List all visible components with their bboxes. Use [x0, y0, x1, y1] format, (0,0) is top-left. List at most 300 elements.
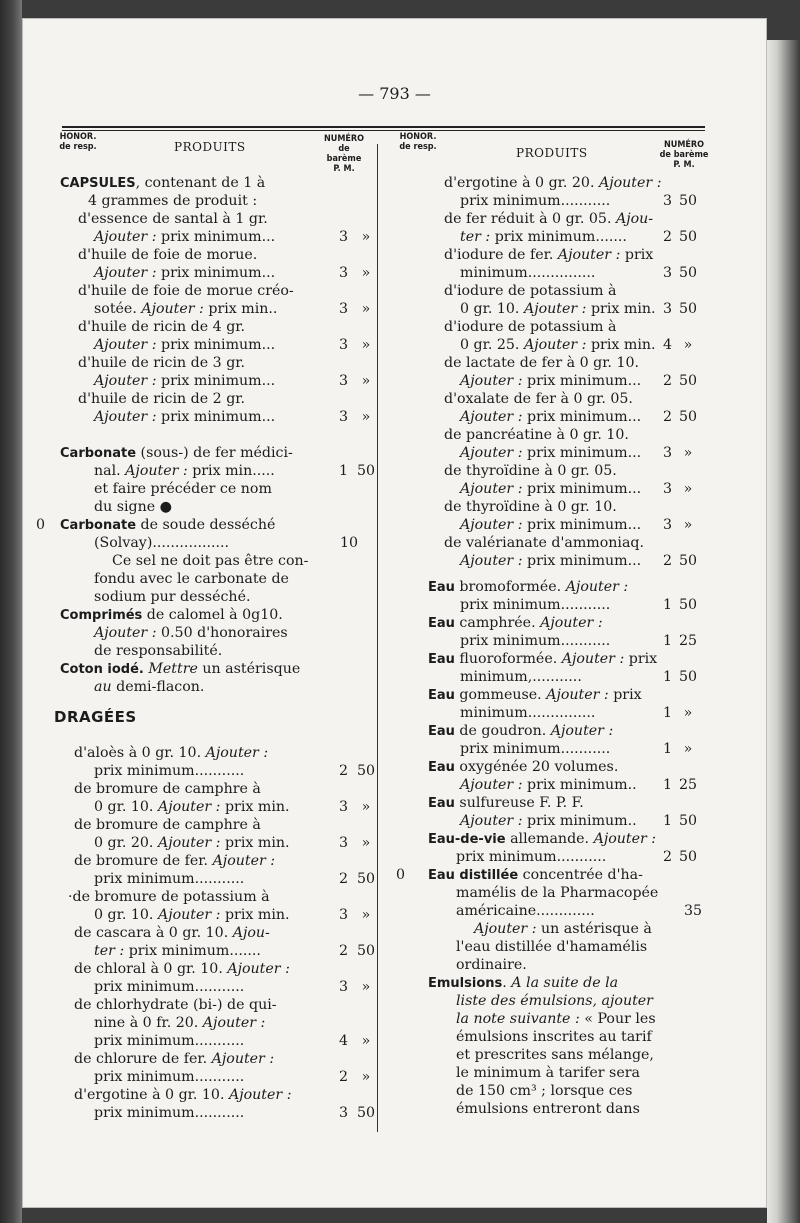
list-item: [400, 1082, 685, 1100]
list-item: [60, 624, 345, 642]
text: ordinaire.: [456, 957, 527, 973]
text: Ajouter :: [205, 745, 269, 761]
text: prix minimum: [94, 1069, 195, 1085]
amount-decimal: 50: [678, 813, 698, 829]
header-numero-text: NUMÉRO: [663, 140, 705, 150]
list-item: [60, 1050, 345, 1068]
list-item: Ajouter : prix minimum... 3 »: [60, 408, 345, 426]
text: prix minimum: [94, 979, 195, 995]
list-item: minimum,........... 1 50: [400, 668, 685, 686]
list-item: prix minimum........... 1 50: [400, 596, 685, 614]
text: prix minimum: [527, 409, 628, 425]
list-item: [400, 614, 685, 632]
entry-title: Eau: [428, 724, 455, 739]
text: prix minimum: [94, 763, 195, 779]
amount-decimal: »: [683, 337, 693, 353]
list-item: [36, 516, 345, 534]
honor-mark: 0: [36, 517, 46, 533]
entry-title: Eau: [428, 688, 455, 703]
amount: 3: [338, 265, 348, 281]
list-item: américaine............. 35: [456, 903, 702, 919]
text: Ajouter :: [94, 337, 157, 353]
text: la note suivante :: [456, 1011, 580, 1027]
text: oxygénée 20 volumes.: [454, 759, 619, 775]
header-produits-left: PRODUITS: [174, 140, 246, 154]
amount: 3: [338, 979, 348, 995]
text: Ajouter :: [227, 961, 290, 977]
amount-decimal: 50: [356, 463, 376, 479]
amount: 1: [662, 813, 672, 829]
right-column: [396, 174, 702, 1118]
list-item: [60, 606, 345, 624]
list-item: [400, 534, 685, 552]
text: prix minimum: [460, 633, 561, 649]
text: d'ergotine à 0 gr. 20.: [444, 175, 595, 191]
list-item: [60, 390, 345, 408]
text: Ajouter :: [460, 445, 523, 461]
text: d'huile de ricin de 2 gr.: [78, 391, 246, 407]
header-bareme-text: de barème: [659, 150, 709, 160]
list-item: [400, 884, 685, 902]
list-item: Ajouter : prix minimum... 3 »: [400, 480, 685, 498]
amount: 3: [338, 409, 348, 425]
list-item: Ajouter : prix minimum... 3 »: [60, 336, 345, 354]
header-honor-text: HONOR.: [399, 132, 437, 142]
list-item: [400, 1064, 685, 1082]
amount: 1: [662, 705, 672, 721]
amount-decimal: 50: [678, 553, 698, 569]
entry-title: Eau-de-vie: [428, 832, 506, 847]
amount-decimal: »: [683, 481, 693, 497]
entry-title: Eau distillée: [428, 868, 519, 883]
text: de bromure de camphre à: [74, 781, 261, 797]
amount: 3: [662, 517, 672, 533]
text: prix minimum: [161, 337, 262, 353]
list-item: prix minimum........... 2 50: [60, 870, 345, 888]
text: Ajouter :: [598, 175, 662, 191]
entry-title: Eau: [428, 580, 455, 595]
text: Ajouter :: [460, 777, 523, 793]
text: de fer réduit à 0 gr. 05.: [444, 211, 612, 227]
list-item: [400, 938, 685, 956]
text: ter :: [94, 943, 125, 959]
text: ·de bromure de potassium à: [68, 889, 270, 905]
header-pm-text: P. M.: [673, 160, 695, 170]
text: bromoformée.: [454, 579, 562, 595]
text: Ajouter :: [460, 409, 523, 425]
list-item: [400, 1010, 685, 1028]
list-item: [400, 300, 698, 318]
amount: 3: [662, 481, 672, 497]
text: sulfureuse F. P. F.: [454, 795, 584, 811]
list-item: Eau gommeuse. Ajouter : prix: [428, 687, 642, 703]
amount-decimal: 50: [678, 849, 698, 865]
amount-decimal: 25: [678, 633, 698, 649]
amount: 1: [662, 633, 672, 649]
text: sodium pur desséché.: [94, 589, 251, 605]
amount: 1: [662, 741, 672, 757]
text: Mettre: [148, 661, 198, 677]
text: de pancréatine à 0 gr. 10.: [444, 427, 629, 443]
text: Ajouter :: [157, 835, 221, 851]
list-item: minimum............... 3 50: [400, 264, 685, 282]
text: Ajouter :: [94, 373, 157, 389]
list-item: prix minimum........... 2 50: [60, 762, 345, 780]
list-item: [396, 866, 685, 884]
text: Ajouter :: [202, 1015, 266, 1031]
text: fluoroformée.: [454, 651, 558, 667]
list-item: Ajouter : prix minimum... 2 50: [400, 552, 685, 570]
text: minimum: [460, 265, 528, 281]
text: Ajouter :: [593, 831, 657, 847]
amount-decimal: 50: [678, 229, 698, 245]
amount: 2: [338, 763, 348, 779]
text: prix minimum: [161, 409, 262, 425]
list-item: prix minimum........... 1 25: [400, 632, 685, 650]
list-item: prix minimum........... 1 »: [400, 740, 685, 758]
list-item: [60, 498, 345, 516]
amount: 3: [338, 373, 348, 389]
amount: 2: [662, 553, 672, 569]
text: Ajouter :: [546, 687, 609, 703]
text: de goudron.: [454, 723, 547, 739]
amount: 1: [662, 597, 672, 613]
amount-decimal: »: [683, 705, 693, 721]
list-item: [400, 1046, 685, 1064]
text: (sous-) de fer médici-: [136, 445, 293, 461]
list-item: ter : prix minimum....... 2 50: [60, 942, 345, 960]
list-item: [60, 642, 345, 660]
list-item: [60, 924, 345, 942]
text: de valérianate d'ammoniaq.: [444, 535, 644, 551]
amount: 3: [662, 193, 672, 209]
amount: 3: [662, 445, 672, 461]
amount: 4: [338, 1033, 348, 1049]
header-rule-thin: [62, 130, 705, 131]
header-numero-left: [320, 134, 368, 174]
list-item: [60, 678, 345, 696]
text: d'iodure de potassium à: [444, 283, 617, 299]
amount-decimal: »: [361, 1033, 371, 1049]
list-item: [60, 570, 345, 588]
list-item: [400, 1100, 685, 1118]
list-item: prix minimum........... 3 50: [60, 1104, 345, 1122]
text: et faire précéder ce nom: [94, 481, 272, 497]
list-item: [400, 354, 685, 372]
list-item: [60, 816, 345, 834]
amount: 2: [662, 409, 672, 425]
text: fondu avec le carbonate de: [94, 571, 289, 587]
amount: 3: [662, 301, 672, 317]
list-item: prix minimum........... 2 50: [400, 848, 685, 866]
text: nine à 0 fr. 20.: [94, 1015, 199, 1031]
entry-title: Eau: [428, 616, 455, 631]
amount-decimal: »: [361, 373, 371, 389]
header-bareme-text: de barème: [326, 144, 362, 164]
text: Ajouter :: [94, 409, 157, 425]
text: de lactate de fer à 0 gr. 10.: [444, 355, 640, 371]
text: concentrée d'ha-: [518, 867, 643, 883]
amount: 2: [662, 849, 672, 865]
text: « Pour les: [579, 1011, 656, 1027]
list-item: [400, 920, 685, 938]
list-item: [400, 830, 685, 848]
list-item: [60, 246, 345, 264]
text: gommeuse.: [454, 687, 542, 703]
left-column: [36, 174, 376, 1122]
text: Ajouter :: [157, 799, 221, 815]
text: prix minimum: [527, 445, 628, 461]
text: au: [94, 679, 112, 695]
amount: 10: [339, 535, 358, 551]
header-honor-text: HONOR.: [59, 132, 97, 142]
list-item: [60, 834, 371, 852]
text: prix minimum: [527, 481, 628, 497]
amount: 4: [662, 337, 672, 353]
list-item: [60, 174, 345, 192]
text: prix minimum: [494, 229, 596, 245]
amount-decimal: »: [361, 979, 371, 995]
list-item: [400, 390, 685, 408]
amount-decimal: 50: [356, 871, 376, 887]
text: prix min.: [224, 907, 290, 923]
amount: 35: [683, 903, 702, 919]
text: d'ergotine à 0 gr. 10.: [74, 1087, 225, 1103]
list-item: [60, 210, 345, 228]
list-item: nal. Ajouter : prix min..... 1 50: [60, 462, 345, 480]
text: 4 grammes de produit :: [88, 193, 258, 209]
list-item: minimum............... 1 »: [400, 704, 685, 722]
text: Ajouter :: [94, 229, 157, 245]
text: prix minimum: [527, 553, 628, 569]
amount-decimal: 50: [678, 301, 698, 317]
amount-decimal: »: [361, 799, 371, 815]
list-item: [60, 588, 345, 606]
text: prix minimum: [94, 1105, 195, 1121]
text: Ajouter :: [211, 1051, 275, 1067]
text: du signe ●: [94, 499, 173, 515]
text: d'huile de foie de morue créo-: [78, 283, 294, 299]
list-item: (Solvay)................. 10: [94, 535, 358, 551]
text: nal.: [94, 463, 121, 479]
book-binding-shadow: [0, 0, 22, 1223]
list-item: [60, 552, 345, 570]
list-item: [400, 210, 685, 228]
text: le minimum à tarifer sera: [456, 1065, 640, 1081]
amount: 3: [338, 337, 348, 353]
text: d'aloès à 0 gr. 10.: [74, 745, 202, 761]
text: ter :: [460, 229, 491, 245]
list-item: [400, 174, 685, 192]
list-item: Emulsions. A la suite de la: [428, 975, 619, 991]
list-item: [60, 780, 345, 798]
list-item: Ajouter : prix minimum... 2 50: [400, 408, 685, 426]
amount: 3: [338, 907, 348, 923]
text: Ajouter :: [460, 553, 523, 569]
capsules-heading: CAPSULES: [60, 176, 136, 191]
text: camphrée.: [454, 615, 536, 631]
text: Ajouter :: [141, 301, 204, 317]
entry-title: Comprimés: [60, 608, 143, 623]
text: Ajouter :: [94, 625, 157, 641]
text: un astérisque: [197, 661, 301, 677]
text: 0 gr. 20.: [94, 835, 154, 851]
list-item: [400, 794, 685, 812]
text: 0 gr. 25.: [460, 337, 520, 353]
amount-decimal: »: [361, 835, 371, 851]
text: d'huile de foie de morue.: [78, 247, 258, 263]
text: prix minimum: [161, 373, 262, 389]
list-item: prix minimum........... 3 50: [400, 192, 685, 210]
list-item: [60, 480, 345, 498]
entry-title: Coton iodé.: [60, 662, 144, 677]
text: Ajouter :: [212, 853, 276, 869]
text: d'oxalate de fer à 0 gr. 05.: [444, 391, 633, 407]
text: Ajouter :: [523, 337, 587, 353]
list-item: [60, 444, 345, 462]
list-item: [60, 318, 345, 336]
list-item: [60, 852, 345, 870]
text: , contenant de 1 à: [135, 175, 266, 191]
text: émulsions entreront dans: [456, 1101, 640, 1117]
amount-decimal: »: [361, 265, 371, 281]
entry-title: Carbonate: [60, 446, 137, 461]
header-honor-right: [398, 132, 438, 152]
list-item: d'iodure de fer. Ajouter : prix: [444, 247, 654, 263]
text: de cascara à 0 gr. 10.: [74, 925, 229, 941]
page-number: — 793 —: [358, 84, 431, 103]
list-item: [400, 722, 685, 740]
header-resp-text: de resp.: [59, 142, 97, 152]
text: Ajou-: [615, 211, 654, 227]
text: de bromure de fer.: [74, 853, 209, 869]
amount-decimal: »: [361, 337, 371, 353]
entry-title: Eau: [428, 796, 455, 811]
list-item: [400, 992, 685, 1010]
text: Ajouter :: [474, 921, 537, 937]
list-item: [60, 996, 345, 1014]
amount-decimal: »: [683, 517, 693, 533]
list-item: [400, 498, 685, 516]
text: Ajouter :: [561, 651, 625, 667]
amount-decimal: 50: [678, 373, 698, 389]
header-rule: [62, 126, 705, 128]
header-numero-right: [659, 140, 709, 170]
text: Ajouter :: [460, 373, 523, 389]
text: prix minimum: [128, 943, 230, 959]
amount-decimal: 50: [356, 763, 376, 779]
amount-decimal: »: [361, 409, 371, 425]
text: de soude desséché: [136, 517, 276, 533]
text: prix minimum: [527, 813, 628, 829]
list-item: [400, 956, 685, 974]
list-item: Ajouter : prix minimum... 3 »: [60, 264, 345, 282]
text: mamélis de la Pharmacopée: [456, 885, 659, 901]
list-item: [400, 578, 685, 596]
text: d'iodure de potassium à: [444, 319, 617, 335]
amount-decimal: 25: [678, 777, 698, 793]
amount: 3: [338, 1105, 348, 1121]
amount: 3: [338, 301, 348, 317]
list-item: sotée. Ajouter : prix min.. 3 »: [60, 300, 345, 318]
text: et prescrites sans mélange,: [456, 1047, 654, 1063]
list-item: [60, 960, 345, 978]
amount-decimal: 50: [678, 409, 698, 425]
text: prix min.: [192, 463, 257, 479]
list-item: [54, 708, 345, 732]
text: 0.50 d'honoraires: [156, 625, 288, 641]
text: Ajouter :: [565, 579, 629, 595]
text: Ajouter :: [460, 813, 523, 829]
entry-title: Carbonate: [60, 518, 137, 533]
text: Ajouter :: [540, 615, 603, 631]
list-item: Ajouter : prix minimum... 3 »: [400, 444, 685, 462]
list-item: Ajouter : prix minimum.. 1 25: [400, 776, 685, 794]
amount: 2: [662, 373, 672, 389]
list-item: [400, 462, 685, 480]
text: de chloral à 0 gr. 10.: [74, 961, 223, 977]
amount: 3: [338, 229, 348, 245]
list-item: [60, 1014, 345, 1032]
text: de thyroïdine à 0 gr. 10.: [444, 499, 617, 515]
dragees-heading: DRAGÉES: [54, 708, 137, 726]
text: demi-flacon.: [111, 679, 205, 695]
amount-decimal: 50: [678, 597, 698, 613]
text: Ajouter :: [228, 1087, 292, 1103]
list-item: [60, 282, 345, 300]
amount: 3: [338, 799, 348, 815]
list-item: [400, 426, 685, 444]
list-item: Ajouter : prix minimum... 3 »: [400, 516, 685, 534]
text: d'huile de ricin de 3 gr.: [78, 355, 246, 371]
text: Ajouter :: [460, 481, 523, 497]
text: prix min.: [590, 301, 656, 317]
text: 0 gr. 10.: [94, 799, 154, 815]
amount: 2: [338, 1069, 348, 1085]
amount: 3: [662, 265, 672, 281]
text: émulsions inscrites au tarif: [456, 1029, 652, 1045]
amount-decimal: »: [361, 229, 371, 245]
text: liste des émulsions, ajouter: [456, 993, 653, 1009]
list-item: ter : prix minimum....... 2 50: [400, 228, 685, 246]
text: prix min.: [590, 337, 656, 353]
text: prix minimum: [527, 373, 628, 389]
text: Ajouter :: [460, 517, 523, 533]
text: de responsabilité.: [94, 643, 223, 659]
text: sotée.: [94, 301, 137, 317]
amount: 3: [338, 835, 348, 851]
list-item: [400, 758, 685, 776]
page-edge-shadow: [767, 40, 800, 1223]
amount: 2: [338, 943, 348, 959]
text: 0 gr. 10.: [460, 301, 520, 317]
text: prix minimum: [161, 265, 262, 281]
text: prix minimum: [460, 597, 561, 613]
text: allemande.: [505, 831, 590, 847]
text: prix minimum: [94, 871, 195, 887]
text: de chlorure de fer.: [74, 1051, 208, 1067]
list-item: prix minimum........... 4 »: [60, 1032, 345, 1050]
text: prix min.: [224, 799, 290, 815]
honor-mark: 0: [396, 867, 406, 883]
text: de 150 cm³ ; lorsque ces: [456, 1083, 633, 1099]
text: Ajouter :: [157, 907, 221, 923]
text: (Solvay): [94, 535, 153, 551]
list-item: [400, 318, 685, 336]
list-item: Eau fluoroformée. Ajouter : prix: [428, 651, 658, 667]
amount-decimal: 50: [678, 193, 698, 209]
amount-decimal: »: [361, 907, 371, 923]
